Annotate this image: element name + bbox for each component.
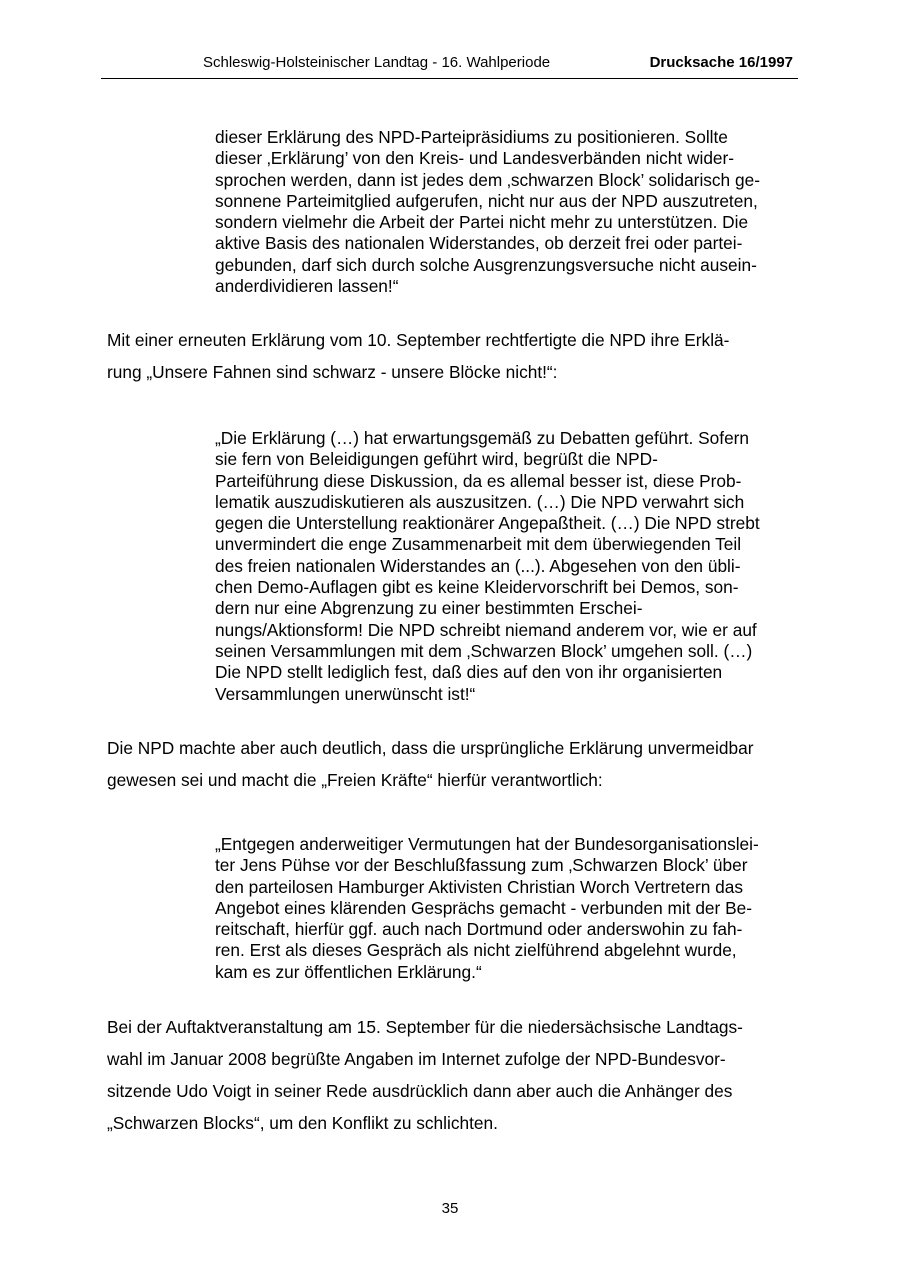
- paragraph-line: wahl im Januar 2008 begrüßte Angaben im Internet zufolge der NPD-Bundesvor-: [107, 1049, 726, 1069]
- quote-line: sprochen werden, dann ist jedes dem ‚schwarzen Block’ solidarisch ge-: [215, 169, 760, 190]
- paragraph-line: sitzende Udo Voigt in seiner Rede ausdrücklich dann aber auch die Anhänger des: [107, 1081, 733, 1101]
- quote-line: dern nur eine Abgrenzung zu einer bestimmten Erschei-: [215, 598, 643, 619]
- paragraph-line: rung „Unsere Fahnen sind schwarz - unsere Blöcke nicht!“:: [107, 362, 558, 382]
- quote-line: lematik auszudiskutieren als auszusitzen. (…) Die NPD verwahrt sich: [215, 491, 745, 512]
- paragraph-2: [107, 732, 797, 796]
- quote-line: gebunden, darf sich durch solche Ausgrenzungsversuche nicht ausein-: [215, 254, 757, 275]
- quote-line: sonnene Parteimitglied aufgerufen, nicht nur aus der NPD auszutreten,: [215, 190, 758, 211]
- quote-line: nungs/Aktionsform! Die NPD schreibt niemand anderem vor, wie er auf: [215, 619, 757, 640]
- quote-line: Versammlungen unerwünscht ist!“: [215, 683, 476, 704]
- paragraph-line: Mit einer erneuten Erklärung vom 10. September rechtfertigte die NPD ihre Erklä-: [107, 330, 730, 350]
- quote-line: Die NPD stellt lediglich fest, daß dies auf den von ihr organisierten: [215, 662, 723, 683]
- quote-line: reitschaft, hierfür ggf. auch nach Dortmund oder anderswohin zu fah-: [215, 919, 743, 940]
- quote-line: sondern vielmehr die Arbeit der Partei nicht mehr zu unterstützen. Die: [215, 212, 749, 233]
- page-number: 35: [441, 1200, 459, 1217]
- quote-line: dieser Erklärung des NPD-Parteipräsidiums zu positionieren. Sollte: [215, 127, 728, 147]
- paragraph-line: Die NPD machte aber auch deutlich, dass die ursprüngliche Erklärung unvermeidbar: [107, 738, 754, 758]
- quote-line: den parteilosen Hamburger Aktivisten Christian Worch Vertretern das: [215, 876, 743, 897]
- paragraph-1: [107, 324, 797, 388]
- quote-line: Parteiführung diese Diskussion, da es allemal besser ist, diese Prob-: [215, 470, 742, 491]
- quote-line: aktive Basis des nationalen Widerstandes, ob derzeit frei oder partei-: [215, 233, 743, 254]
- quote-line: sie fern von Beleidigungen geführt wird, begrüßt die NPD-: [215, 449, 658, 470]
- block-quote-1: [215, 127, 795, 297]
- quote-line: des freien nationalen Widerstandes an (...). Abgesehen von den übli-: [215, 555, 741, 576]
- quote-line: ren. Erst als dieses Gespräch als nicht zielführend abgelehnt wurde,: [215, 940, 737, 961]
- quote-line: chen Demo-Auflagen gibt es keine Kleidervorschrift bei Demos, son-: [215, 577, 739, 598]
- quote-line: kam es zur öffentlichen Erklärung.“: [215, 961, 482, 982]
- quote-line: „Die Erklärung (…) hat erwartungsgemäß zu Debatten geführt. Sofern: [215, 428, 750, 448]
- quote-line: „Entgegen anderweitiger Vermutungen hat der Bundesorganisationslei-: [215, 834, 759, 854]
- block-quote-3: [215, 834, 795, 983]
- document-number: Drucksache 16/1997: [649, 54, 793, 71]
- block-quote-2: [215, 428, 795, 705]
- paragraph-line: gewesen sei und macht die „Freien Kräfte“ hierfür verantwortlich:: [107, 770, 603, 790]
- quote-line: seinen Versammlungen mit dem ‚Schwarzen Block’ umgehen soll. (…): [215, 640, 753, 661]
- paragraph-3: [107, 1011, 797, 1139]
- quote-line: dieser ‚Erklärung’ von den Kreis- und Landesverbänden nicht wider-: [215, 148, 735, 169]
- page-header: [101, 52, 798, 79]
- quote-line: anderdividieren lassen!“: [215, 276, 399, 297]
- paragraph-line: Bei der Auftaktveranstaltung am 15. September für die niedersächsische Landtags-: [107, 1017, 743, 1037]
- quote-line: gegen die Unterstellung reaktionärer Angepaßtheit. (…) Die NPD strebt: [215, 513, 760, 534]
- header-title: Schleswig-Holsteinischer Landtag - 16. Wahlperiode: [203, 54, 551, 71]
- quote-line: ter Jens Pühse vor der Beschlußfassung zum ‚Schwarzen Block’ über: [215, 855, 748, 876]
- quote-line: unvermindert die enge Zusammenarbeit mit dem überwiegenden Teil: [215, 534, 742, 555]
- quote-line: Angebot eines klärenden Gesprächs gemacht - verbunden mit der Be-: [215, 897, 752, 918]
- paragraph-line: „Schwarzen Blocks“, um den Konflikt zu schlichten.: [107, 1113, 498, 1133]
